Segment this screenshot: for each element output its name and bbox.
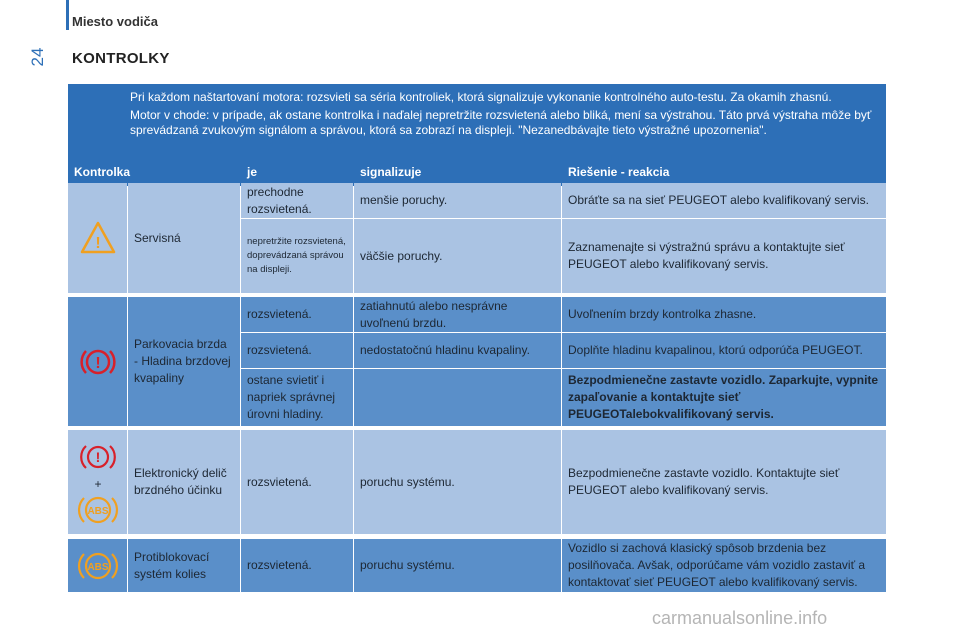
row-signal: menšie poruchy. [354, 183, 561, 218]
row-action: Zaznamenajte si výstražnú správu a kontaktujte sieť PEUGEOT alebo kvalifikovaný servis. [562, 219, 886, 293]
row-signal [354, 369, 561, 426]
brake-abs-icon [76, 432, 120, 532]
group-name-protiblokovaci: Protiblokovací systém kolies [128, 539, 240, 592]
col-header-je: je [241, 162, 353, 182]
row-je: rozsvietená. [241, 333, 353, 368]
row-action: Uvoľnením brzdy kontrolka zhasne. [562, 297, 886, 332]
page-number: 24 [28, 47, 47, 67]
group-name-elektronicky-delic: Elektronický delič brzdného účinku [128, 430, 240, 534]
row-action: Bezpodmienečne zastavte vozidlo. Kontaktujte sieť PEUGEOT alebo kvalifikovaný servis. [562, 430, 886, 534]
row-signal: väčšie poruchy. [354, 219, 561, 293]
svg-text:!: ! [94, 354, 101, 372]
group-name-parkovacia-brzda: Parkovacia brzda - Hladina brzdovej kvapaliny [128, 297, 240, 426]
service-warning-triangle-icon [79, 220, 117, 256]
row-je: prechodne rozsvietená. [241, 183, 353, 218]
service-icon-cell [68, 183, 127, 293]
abs-icon-cell [68, 539, 127, 592]
row-je: rozsvietená. [241, 539, 353, 592]
svg-text:ABS: ABS [86, 506, 109, 517]
row-action: Doplňte hladinu kvapalinou, ktorú odporúča PEUGEOT. [562, 333, 886, 368]
chapter-title: Miesto vodiča [72, 14, 158, 29]
row-je: rozsvietená. [241, 297, 353, 332]
row-je: ostane svietiť i napriek správnej úrovni hladiny. [241, 369, 353, 426]
section-title: KONTROLKY [72, 50, 170, 67]
row-action: Obráťte sa na sieť PEUGEOT alebo kvalifikovaný servis. [562, 183, 886, 218]
row-action: Bezpodmienečne zastavte vozidlo. Zaparkujte, vypnite zapaľovanie a kontaktujte sieť PEUGEOTalebokvalifikovaný servis. [562, 369, 886, 426]
row-action: Vozidlo si zachová klasický spôsob brzdenia bez posilňovača. Avšak, odporúčame vám vozidlo zastaviť a kontaktovať sieť PEUGEOT alebo kvalifikovaný servis. [562, 539, 886, 592]
row-signal: poruchu systému. [354, 539, 561, 592]
svg-text:ABS: ABS [86, 561, 109, 573]
row-signal: poruchu systému. [354, 430, 561, 534]
row-je: rozsvietená. [241, 430, 353, 534]
row-signal: nedostatočnú hladinu kvapaliny. [354, 333, 561, 368]
col-header-riesenie: Riešenie - reakcia [562, 162, 886, 182]
row-je: nepretržite rozsvietená, doprevádzaná správou na displeji. [241, 219, 353, 293]
brake-warning-icon [78, 342, 118, 382]
abs-icon [76, 546, 120, 586]
watermark: carmanualsonline.info [652, 608, 828, 628]
row-signal: zatiahnutú alebo nesprávne uvoľnenú brzdu. [354, 297, 561, 332]
header-accent-bar [66, 0, 69, 30]
ebd-icon-cell [68, 430, 127, 534]
intro-paragraph-1: Pri každom naštartovaní motora: rozsvieti sa séria kontroliek, ktorá signalizuje vykonanie kontrolného auto-testu. Za okamih zhasnú. [130, 90, 832, 104]
intro-paragraph-2: Motor v chode: v prípade, ak ostane kontrolka i naďalej nepretržite rozsvietená alebo bliká, mení sa výstrahou. Táto prvá výstraha môže byť sprevádzaná zvukovým signálom a správou, ktorá sa zobrazí na displeji. "Nezanedbávajte tieto výstražné upozornenia". [130, 108, 872, 137]
svg-text:!: ! [94, 235, 101, 252]
col-header-kontrolka: Kontrolka [68, 162, 240, 182]
col-header-signalizuje: signalizuje [354, 162, 561, 182]
svg-text:+: + [93, 477, 102, 491]
svg-text:!: ! [95, 449, 100, 465]
group-name-servisna: Servisná [128, 183, 240, 293]
brake-icon-cell [68, 297, 127, 426]
